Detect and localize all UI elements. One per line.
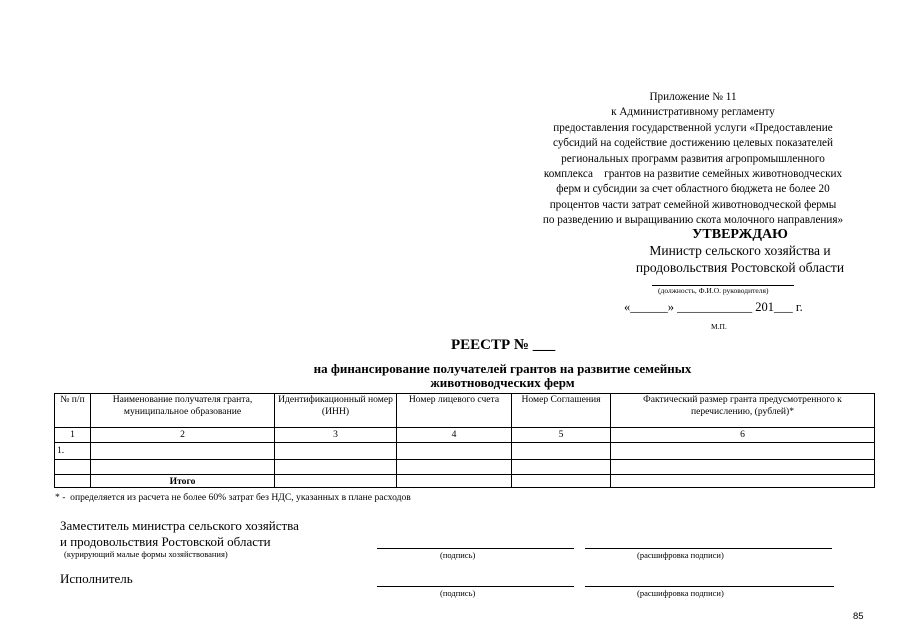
appendix-line: Приложение № 11 (649, 91, 737, 103)
table-cell (275, 460, 397, 475)
total-row (55, 475, 875, 488)
table-row (55, 443, 875, 460)
approval-position-line1: Министр сельского хозяйства и (649, 243, 831, 258)
table-cell (275, 443, 397, 460)
registry-subtitle (270, 362, 735, 390)
executor-decoding-caption: (расшифровка подписи) (637, 588, 724, 598)
deputy-signature-caption: (подпись) (440, 550, 476, 560)
table-row (55, 460, 875, 475)
header-recipient-name: Наименование получателя гранта, муниципальное образование (91, 394, 275, 428)
table-cell (611, 443, 875, 460)
header-number: № п/п (55, 394, 91, 428)
executor-signature-line (377, 586, 574, 587)
appendix-line: по разведению и выращиванию скота молочного направления» (542, 214, 844, 227)
deputy-decoding-line (585, 548, 832, 549)
table-cell (397, 475, 512, 488)
header-grant-amount: Фактический размер гранта предусмотренного к перечислению, (рублей)* (611, 394, 875, 428)
column-number: 3 (275, 428, 397, 443)
table-cell (512, 475, 611, 488)
table-cell (91, 443, 275, 460)
approval-title: УТВЕРЖДАЮ (692, 227, 788, 242)
appendix-line: субсидий на содействие достижению целевых показателей (553, 137, 833, 150)
appendix-line: процентов части затрат семейной животноводческой фермы (549, 198, 837, 211)
appendix-header (508, 90, 878, 229)
table-cell (512, 443, 611, 460)
table-cell (512, 460, 611, 475)
approval-position-caption: (должность, Ф.И.О. руководителя) (658, 286, 769, 295)
executor-label: Исполнитель (60, 571, 133, 586)
appendix-line: предоставления государственной услуги «Предоставление (553, 121, 833, 134)
row-number: 1. (55, 443, 91, 460)
table-cell (397, 443, 512, 460)
column-number: 6 (611, 428, 875, 443)
appendix-line: к Административному регламенту (611, 106, 775, 119)
registry-title: РЕЕСТР № ___ (451, 337, 556, 353)
deputy-title-line2: и продовольствия Ростовской области (60, 534, 271, 549)
registry-subtitle-line2: животноводческих ферм (430, 375, 575, 390)
header-account-number: Номер лицевого счета (397, 394, 512, 428)
deputy-title-line1: Заместитель министра сельского хозяйства (60, 518, 299, 533)
appendix-line: ферм и субсидии за счет областного бюджета не более 20 (556, 183, 830, 196)
column-number: 1 (55, 428, 91, 443)
header-agreement-number: Номер Соглашения (512, 394, 611, 428)
approval-position-line2: продовольствия Ростовской области (635, 260, 845, 275)
header-inn: Идентификационный номер (ИНН) (275, 394, 397, 428)
deputy-signature-line (377, 548, 574, 549)
table-cell (611, 460, 875, 475)
executor-decoding-line (585, 586, 834, 587)
total-label: Итого (91, 475, 275, 488)
table-cell (275, 475, 397, 488)
table-cell (55, 460, 91, 475)
executor-signature-caption: (подпись) (440, 588, 476, 598)
deputy-decoding-caption: (расшифровка подписи) (637, 550, 724, 560)
column-number: 2 (91, 428, 275, 443)
deputy-note: (курирующий малые формы хозяйствования) (64, 549, 228, 559)
table-cell (611, 475, 875, 488)
table-header-row (55, 394, 875, 428)
footnote: * - определяется из расчета не более 60% затрат без НДС, указанных в плане расходов (55, 492, 411, 503)
registry-table (54, 393, 875, 488)
column-number-row (55, 428, 875, 443)
table-cell (397, 460, 512, 475)
column-number: 5 (512, 428, 611, 443)
appendix-line: комплекса грантов на развитие семейных животноводческих (543, 168, 843, 181)
stamp-placeholder: М.П. (711, 322, 727, 331)
registry-subtitle-line1: на финансирование получателей грантов на развитие семейных (313, 361, 692, 376)
column-number: 4 (397, 428, 512, 443)
appendix-line: региональных программ развития агропромышленного (561, 152, 825, 165)
approval-date-line: «______» ____________ 201___ г. (624, 300, 803, 314)
page-number: 85 (853, 611, 864, 622)
table-cell (55, 475, 91, 488)
table-cell (91, 460, 275, 475)
